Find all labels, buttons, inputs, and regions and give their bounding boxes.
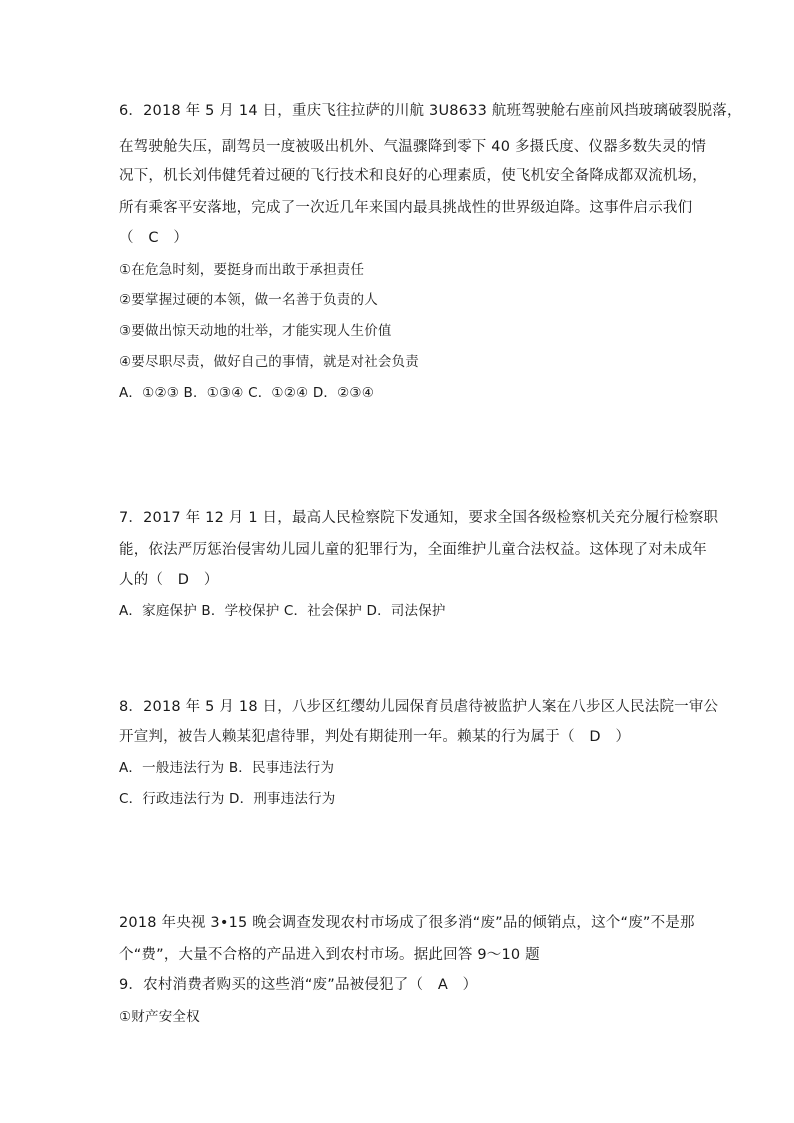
q8-stem-line-1: 8．2018 年 5 月 18 日，八步区红缨幼儿园保育员虐待被监护人案在八步区人民法院一审公 (119, 699, 719, 715)
material-line-1: 2018 年央视 3•15 晚会调查发现农村市场成了很多消“废”品的倾销点，这个“废”不是那 (119, 915, 695, 931)
q6-statement-4: ④要尽职尽责，做好自己的事情，就是对社会负责 (119, 354, 420, 370)
q8-options-line-2: C．行政违法行为 D．刑事违法行为 (119, 791, 336, 807)
q6-stem-line-3: 况下，机长刘伟健凭着过硬的飞行技术和良好的心理素质，使飞机安全备降成都双流机场， (119, 168, 707, 184)
q6-stem-line-2: 在驾驶舱失压，副驾员一度被吸出机外、气温骤降到零下 40 多摄氏度、仪器多数失灵的情 (119, 139, 707, 155)
q6-statement-3: ③要做出惊天动地的壮举，才能实现人生价值 (119, 323, 392, 339)
q8-options-line-1: A．一般违法行为 B．民事违法行为 (119, 760, 335, 776)
q6-options: A．①②③ B．①③④ C．①②④ D．②③④ (119, 385, 375, 401)
q9-stem: 9．农村消费者购买的这些消“废”品被侵犯了（ A ） (119, 977, 478, 993)
q7-options: A．家庭保护 B．学校保护 C．社会保护 D．司法保护 (119, 603, 446, 619)
material-line-2: 个“费”，大量不合格的产品进入到农村市场。据此回答 9～10 题 (119, 947, 540, 963)
q6-stem-line-1: 6．2018 年 5 月 14 日，重庆飞往拉萨的川航 3U8633 航班驾驶舱右座前风挡玻璃破裂脱落， (119, 103, 742, 119)
q6-statement-1: ①在危急时刻，要挺身而出敢于承担责任 (119, 262, 365, 278)
q8-stem-line-2: 开宣判，被告人赖某犯虐待罪，判处有期徒刑一年。赖某的行为属于（ D ） (119, 729, 631, 745)
q7-stem-line-3: 人的（ D ） (119, 572, 219, 588)
q9-statement-1: ①财产安全权 (119, 1009, 200, 1025)
q6-statement-2: ②要掌握过硬的本领，做一名善于负责的人 (119, 292, 378, 308)
q6-stem-line-4: 所有乘客平安落地，完成了一次近几年来国内最具挑战性的世界级迫降。这事件启示我们 (119, 200, 693, 216)
q7-stem-line-2: 能，依法严厉惩治侵害幼儿园儿童的犯罪行为，全面维护儿童合法权益。这体现了对未成年 (119, 542, 707, 558)
q6-answer: （ C ） (119, 230, 189, 246)
q7-stem-line-1: 7．2017 年 12 月 1 日，最高人民检察院下发通知，要求全国各级检察机关充分履行检察职 (119, 510, 719, 526)
